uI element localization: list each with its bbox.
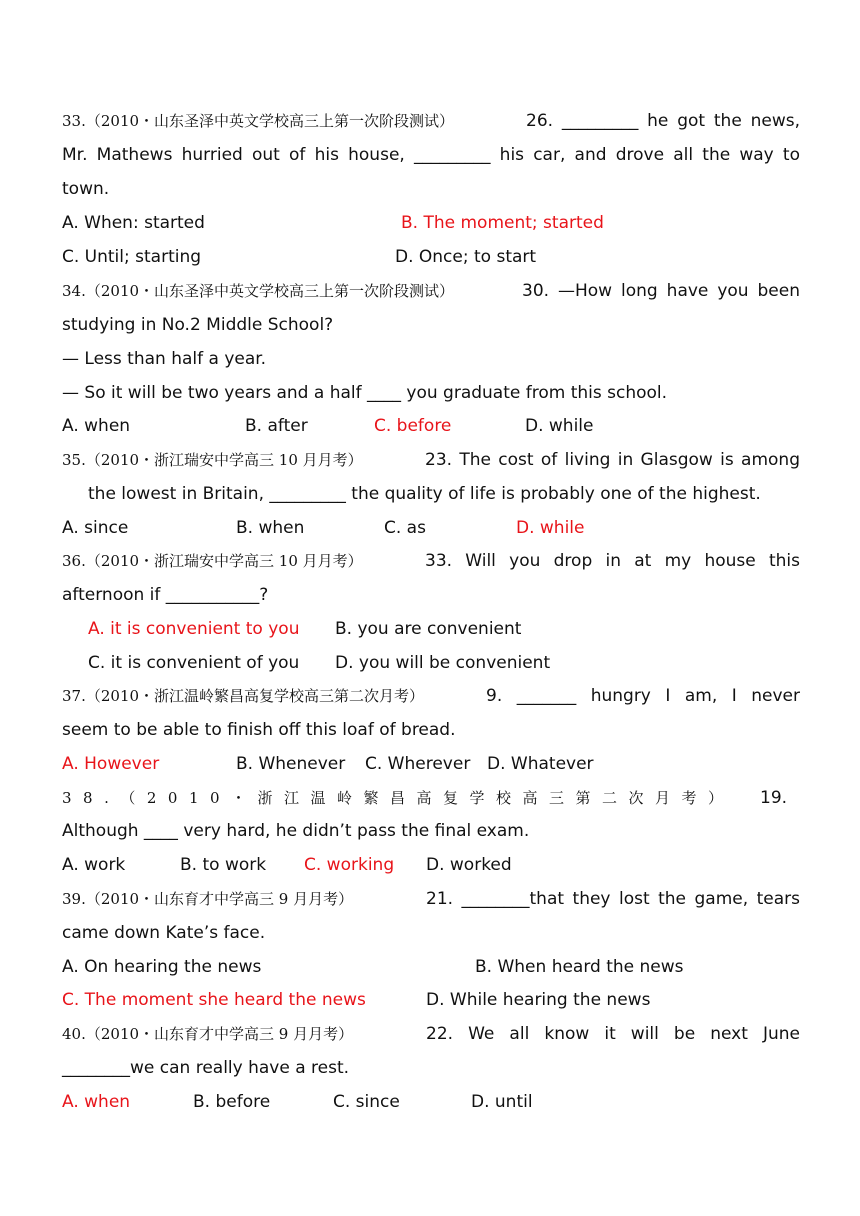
q37-option-a-answer: A. However	[62, 754, 160, 774]
q35-stem-line1: 23. The cost of living in Glasgow is among	[425, 450, 800, 470]
q33-stem-line2: Mr. Mathews hurried out of his house, _________ his car, and drove all the way to	[62, 145, 800, 165]
q37-option-d: D. Whatever	[487, 754, 594, 774]
q40-option-c: C. since	[333, 1092, 400, 1112]
q38-source-text: 38.（2010・浙江温岭繁昌高复学校高三第二次月考）	[62, 789, 735, 807]
q35-option-a: A. since	[62, 518, 129, 538]
q37-option-c: C. Wherever	[365, 754, 471, 774]
q40-source: 40.（2010・山东育才中学高三 9 月月考）	[62, 1025, 354, 1043]
q35-option-c: C. as	[384, 518, 426, 538]
q39-option-c-answer: C. The moment she heard the news	[62, 990, 366, 1010]
q36-stem-line1: 33. Will you drop in at my house this	[425, 551, 800, 571]
q33-option-c: C. Until; starting	[62, 247, 202, 267]
q38-stem-line2: Although ____ very hard, he didn’t pass the final exam.	[62, 821, 530, 841]
q37-stem-line2: seem to be able to finish off this loaf of bread.	[62, 720, 456, 740]
q39-source: 39.（2010・山东育才中学高三 9 月月考）	[62, 890, 354, 908]
q34-option-b: B. after	[245, 416, 308, 436]
q37-source: 37.（2010・浙江温岭繁昌高复学校高三第二次月考）	[62, 687, 425, 705]
q35-source: 35.（2010・浙江瑞安中学高三 10 月月考）	[62, 451, 363, 469]
q34-option-d: D. while	[525, 416, 594, 436]
q38-stem-line1: 19.	[760, 788, 788, 808]
q34-option-c-answer: C. before	[374, 416, 452, 436]
q34-option-a: A. when	[62, 416, 131, 436]
q38-option-b: B. to work	[180, 855, 267, 875]
q39-option-d: D. While hearing the news	[426, 990, 651, 1010]
q39-stem-line2: came down Kate’s face.	[62, 923, 266, 943]
q35-stem-line2: the lowest in Britain, _________ the quality of life is probably one of the highest.	[88, 484, 761, 504]
q40-option-d: D. until	[471, 1092, 533, 1112]
q33-option-d: D. Once; to start	[395, 247, 537, 267]
q40-option-b: B. before	[193, 1092, 271, 1112]
q33-option-a: A. When: started	[62, 213, 205, 233]
q40-option-a-answer: A. when	[62, 1092, 131, 1112]
q34-stem-line2: studying in No.2 Middle School?	[62, 315, 334, 335]
q36-source: 36.（2010・浙江瑞安中学高三 10 月月考）	[62, 552, 363, 570]
q36-option-c: C. it is convenient of you	[88, 653, 300, 673]
q39-stem-line1: 21. ________that they lost the game, tears	[426, 889, 800, 909]
q37-stem-line1: 9. _______ hungry I am, I never	[486, 686, 800, 706]
q34-stem-line3: — Less than half a year.	[62, 349, 267, 369]
q34-stem-line4: — So it will be two years and a half ____ you graduate from this school.	[62, 383, 668, 403]
q33-stem-line3: town.	[62, 179, 110, 199]
q38-option-c-answer: C. working	[304, 855, 395, 875]
q38-source	[62, 788, 752, 808]
q40-stem-line1: 22. We all know it will be next June	[426, 1024, 800, 1044]
q37-option-b: B. Whenever	[236, 754, 346, 774]
q36-option-d: D. you will be convenient	[335, 653, 551, 673]
q33-option-b-answer: B. The moment; started	[401, 213, 604, 233]
q34-stem-line1: 30. —How long have you been	[522, 281, 800, 301]
q35-option-d-answer: D. while	[516, 518, 585, 538]
q38-option-a: A. work	[62, 855, 126, 875]
q40-stem-line2: ________we can really have a rest.	[62, 1058, 350, 1078]
q38-option-d: D. worked	[426, 855, 512, 875]
q33-source: 33.（2010・山东圣泽中英文学校高三上第一次阶段测试）	[62, 112, 455, 130]
q33-stem-line1: 26. _________ he got the news,	[526, 111, 800, 131]
q36-option-b: B. you are convenient	[335, 619, 522, 639]
q39-option-b: B. When heard the news	[475, 957, 684, 977]
q34-source: 34.（2010・山东圣泽中英文学校高三上第一次阶段测试）	[62, 282, 455, 300]
q36-option-a-answer: A. it is convenient to you	[88, 619, 300, 639]
q35-option-b: B. when	[236, 518, 305, 538]
q39-option-a: A. On hearing the news	[62, 957, 262, 977]
q36-stem-line2: afternoon if ___________?	[62, 585, 269, 605]
